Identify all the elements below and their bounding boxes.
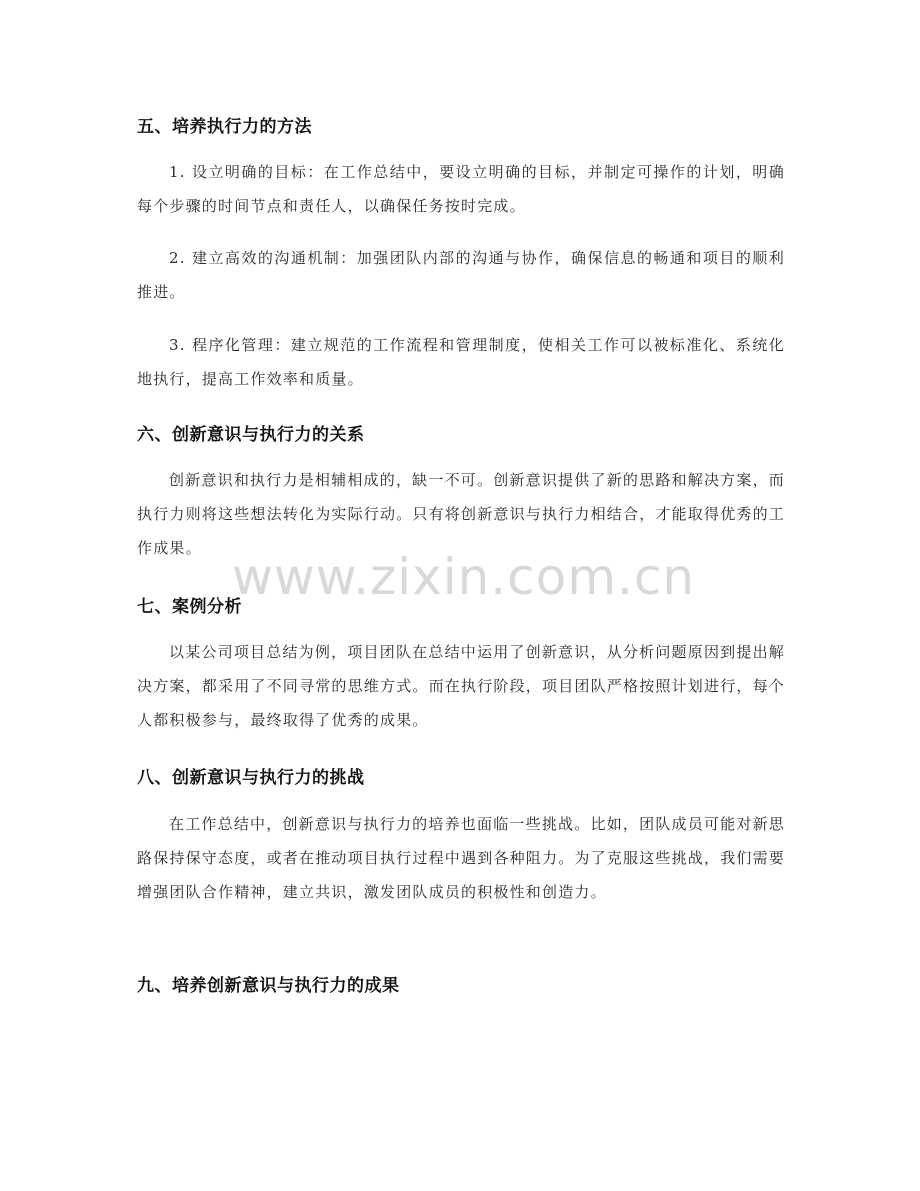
section-heading-5: 五、培养执行力的方法: [137, 117, 312, 137]
paragraph-5-2: 2. 建立高效的沟通机制：加强团队内部的沟通与协作，确保信息的畅通和项目的顺利推进。: [137, 249, 785, 301]
section-heading-7: 七、案例分析: [137, 597, 242, 617]
paragraph-7-1: 以某公司项目总结为例，项目团队在总结中运用了创新意识，从分析问题原因到提出解决方案，都采用了不同寻常的思维方式。而在执行阶段，项目团队严格按照计划进行，每个人都积极参与，最终取得了优秀的成果。: [137, 643, 786, 729]
paragraph-6-1: 创新意识和执行力是相辅相成的，缺一不可。创新意识提供了新的思路和解决方案，而执行力则将这些想法转化为实际行动。只有将创新意识与执行力相结合，才能取得优秀的工作成果。: [137, 471, 786, 557]
section-heading-8: 八、创新意识与执行力的挑战: [137, 768, 365, 788]
watermark: www.zixin.com.cn: [232, 548, 696, 606]
paragraph-8-1: 在工作总结中，创新意识与执行力的培养也面临一些挑战。比如，团队成员可能对新思路保持保守态度，或者在推动项目执行过程中遇到各种阻力。为了克服这些挑战，我们需要增强团队合作精神，建立共识，激发团队成员的积极性和创造力。: [137, 815, 786, 901]
section-heading-9: 九、培养创新意识与执行力的成果: [137, 976, 400, 996]
paragraph-5-3: 3. 程序化管理：建立规范的工作流程和管理制度，使相关工作可以被标准化、系统化地执行，提高工作效率和质量。: [137, 336, 785, 388]
section-heading-6: 六、创新意识与执行力的关系: [137, 425, 365, 445]
paragraph-5-1: 1. 设立明确的目标：在工作总结中，要设立明确的目标，并制定可操作的计划，明确每个步骤的时间节点和责任人，以确保任务按时完成。: [137, 163, 785, 215]
